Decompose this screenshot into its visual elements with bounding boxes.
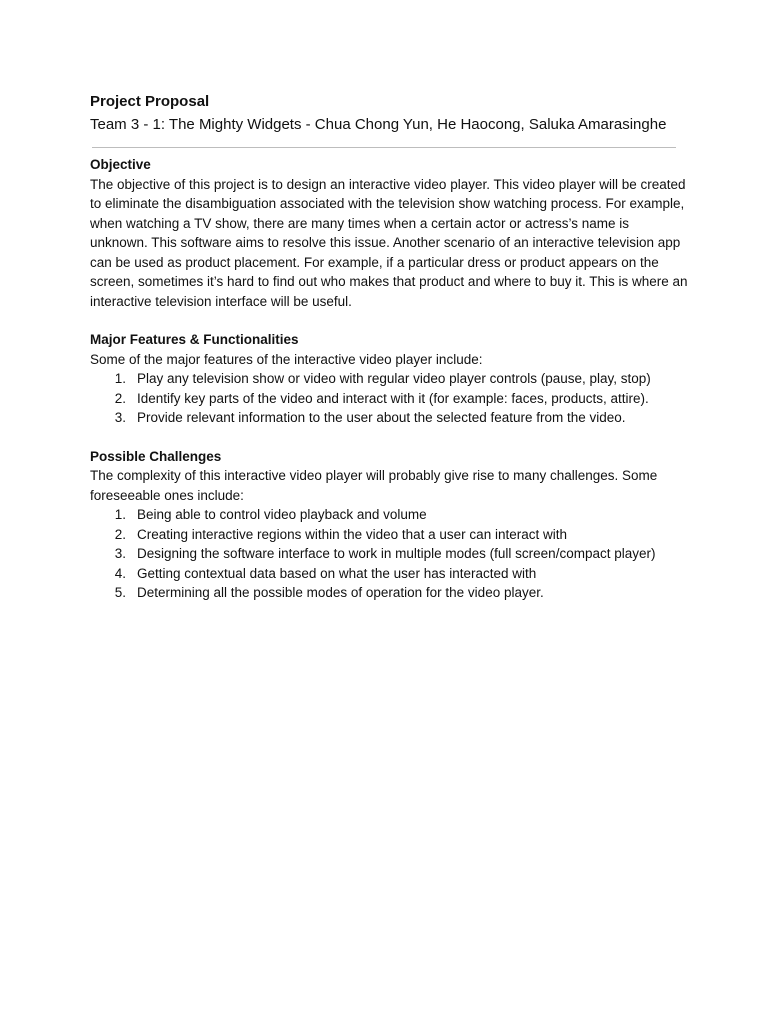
objective-heading: Objective	[90, 157, 151, 172]
list-number: 5.	[114, 585, 126, 600]
challenges-section	[90, 447, 690, 603]
list-item-text: Play any television show or video with regular video player controls (pause, play, stop)	[137, 371, 651, 386]
list-item	[90, 564, 690, 584]
list-item	[90, 544, 690, 564]
list-item	[90, 389, 690, 409]
list-number: 2.	[114, 390, 126, 406]
challenges-list	[90, 505, 690, 603]
list-item-text: Creating interactive regions within the video that a user can interact with	[137, 526, 567, 542]
list-item-text: Determining all the possible modes of operation for the video player.	[137, 585, 544, 600]
list-item	[90, 505, 690, 525]
list-item-text: Identify key parts of the video and interact with it (for example: faces, products, attire).	[137, 390, 649, 406]
list-item-text: Getting contextual data based on what the user has interacted with	[137, 565, 537, 581]
document-title: Project Proposal	[90, 93, 210, 110]
list-item	[90, 583, 690, 603]
horizontal-divider	[92, 147, 676, 148]
challenges-intro: The complexity of this interactive video player will probably give rise to many challenges. Some foreseeable ones include:	[90, 468, 658, 503]
list-number: 3.	[114, 546, 126, 561]
document-page	[90, 92, 690, 603]
list-number: 4.	[114, 565, 126, 581]
document-subtitle: Team 3 - 1: The Mighty Widgets - Chua Chong Yun, He Haocong, Saluka Amarasinghe	[90, 116, 667, 133]
objective-body: The objective of this project is to design an interactive video player. This video player will be created to eliminate the disambiguation associated with the television show watching process. For example, when watching a TV show, there are many times when a certain actor or actress’s name is unknown. This software aims to resolve this issue. Another scenario of an interactive television app can be used as product placement. For example, if a particular dress or product appears on the screen, sometimes it’s hard to find out who makes that product and where to buy it. This is where an interactive television interface will be useful.	[90, 176, 688, 309]
list-number: 3.	[114, 410, 126, 425]
list-number: 2.	[114, 526, 126, 542]
list-item-text: Designing the software interface to work in multiple modes (full screen/compact player)	[137, 546, 656, 561]
list-item	[90, 408, 690, 428]
list-number: 1.	[114, 371, 126, 386]
features-intro: Some of the major features of the interactive video player include:	[90, 351, 483, 367]
list-item-text: Being able to control video playback and volume	[137, 507, 427, 522]
challenges-heading: Possible Challenges	[90, 448, 222, 464]
list-item-text: Provide relevant information to the user about the selected feature from the video.	[137, 410, 626, 425]
features-section	[90, 330, 690, 428]
features-heading: Major Features & Functionalities	[90, 332, 299, 347]
features-list	[90, 369, 690, 428]
objective-section	[90, 155, 690, 311]
list-number: 1.	[114, 507, 126, 522]
list-item	[90, 525, 690, 545]
list-item	[90, 369, 690, 389]
